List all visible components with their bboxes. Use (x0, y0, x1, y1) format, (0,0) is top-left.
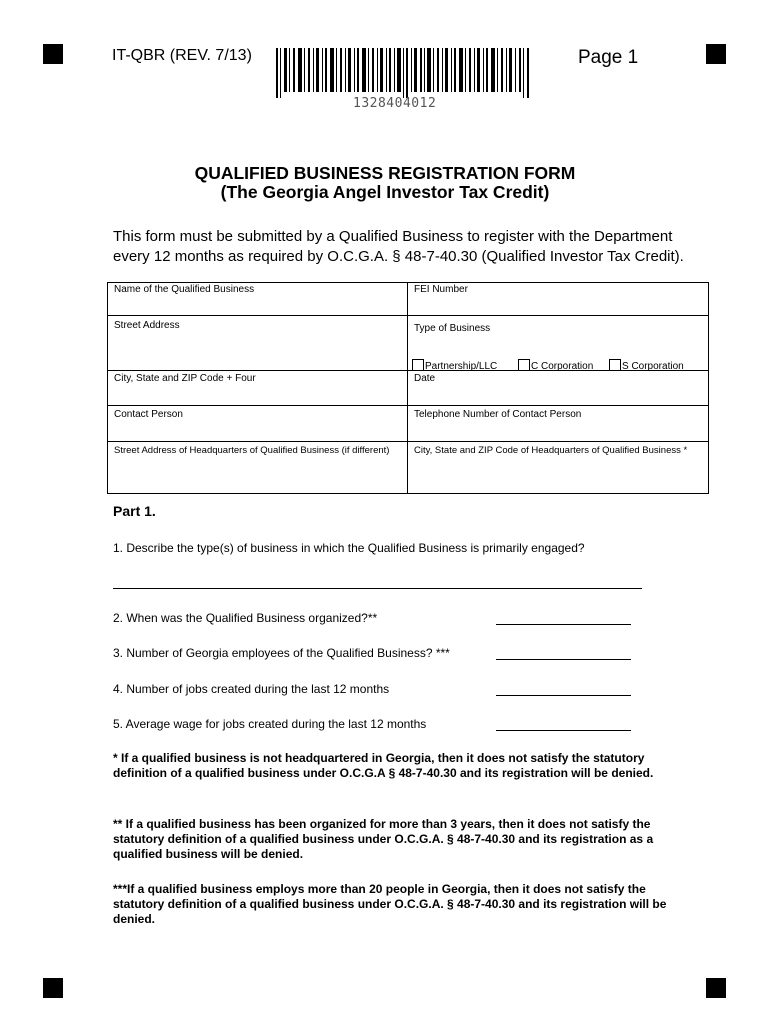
answer-5-line[interactable] (496, 730, 631, 731)
registration-mark-top-right (706, 44, 726, 64)
form-subtitle: (The Georgia Angel Investor Tax Credit) (220, 182, 550, 202)
option-partnership-llc[interactable] (412, 359, 497, 372)
intro-text: This form must be submitted by a Qualified Business to register with the Department every 12 months as required by O.C.G.A. § 48-7-40.30 (Qualified Investor Tax Credit). (113, 228, 684, 265)
answer-2-line[interactable] (496, 624, 631, 625)
street-address-field[interactable]: Street Address (114, 320, 180, 331)
type-of-business-label: Type of Business (414, 323, 491, 334)
s-corporation-checkbox[interactable] (609, 359, 621, 371)
registration-mark-bottom-right (706, 978, 726, 998)
registration-mark-bottom-left (43, 978, 63, 998)
grid-row-divider (108, 315, 708, 316)
registration-grid (107, 282, 709, 494)
business-name-field[interactable]: Name of the Qualified Business (114, 284, 255, 295)
contact-person-field[interactable]: Contact Person (114, 409, 183, 420)
c-corporation-label: C Corporation (531, 361, 594, 372)
date-field[interactable]: Date (414, 373, 436, 384)
option-s-corporation[interactable] (609, 359, 684, 372)
s-corporation-label: S Corporation (622, 361, 684, 372)
question-4: 4. Number of jobs created during the last 12 months (113, 682, 390, 696)
hq-city-field[interactable]: City, State and ZIP Code of Headquarters of Qualified Business * (414, 445, 688, 456)
part-1-heading: Part 1. (113, 503, 156, 519)
note-organized: ** If a qualified business has been organized for more than 3 years, then it does not satisfy the statutory definition of a qualified business under O.C.G.A. § 48-7-40.30 and its registration as a qualified business will be denied. (113, 817, 654, 861)
grid-column-divider (407, 283, 408, 493)
question-5: 5. Average wage for jobs created during the last 12 months (113, 717, 427, 731)
barcode-icon (276, 48, 530, 98)
note-headquarters: * If a qualified business is not headquartered in Georgia, then it does not satisfy the statutory definition of a qualified business under O.C.G.A § 48-7-40.30 and its registration will be denied. (113, 751, 654, 780)
hq-street-field[interactable]: Street Address of Headquarters of Qualified Business (if different) (114, 445, 390, 456)
grid-row-divider (108, 441, 708, 442)
form-id: IT-QBR (REV. 7/13) (112, 47, 252, 64)
question-3: 3. Number of Georgia employees of the Qualified Business? *** (113, 646, 450, 660)
contact-phone-field[interactable]: Telephone Number of Contact Person (414, 409, 582, 420)
partnership-checkbox[interactable] (412, 359, 424, 371)
fei-number-field[interactable]: FEI Number (414, 284, 468, 295)
question-1: 1. Describe the type(s) of business in which the Qualified Business is primarily engaged? (113, 541, 585, 555)
form-title: QUALIFIED BUSINESS REGISTRATION FORM (194, 163, 576, 183)
registration-mark-top-left (43, 44, 63, 64)
c-corporation-checkbox[interactable] (518, 359, 530, 371)
note-employees: ***If a qualified business employs more than 20 people in Georgia, then it does not satisfy the statutory definition of a qualified business under O.C.G.A. § 48-7-40.30 and its registration will be denied. (113, 882, 667, 926)
barcode-number: 1328404012 (353, 96, 437, 111)
city-state-zip-field[interactable]: City, State and ZIP Code + Four (114, 373, 256, 384)
grid-row-divider (108, 405, 708, 406)
option-c-corporation[interactable] (518, 359, 593, 372)
answer-4-line[interactable] (496, 695, 631, 696)
answer-3-line[interactable] (496, 659, 631, 660)
page-number: Page 1 (578, 47, 639, 68)
partnership-label: Partnership/LLC (425, 361, 498, 372)
question-2: 2. When was the Qualified Business organized?** (113, 611, 378, 625)
answer-1-line[interactable] (113, 588, 642, 589)
